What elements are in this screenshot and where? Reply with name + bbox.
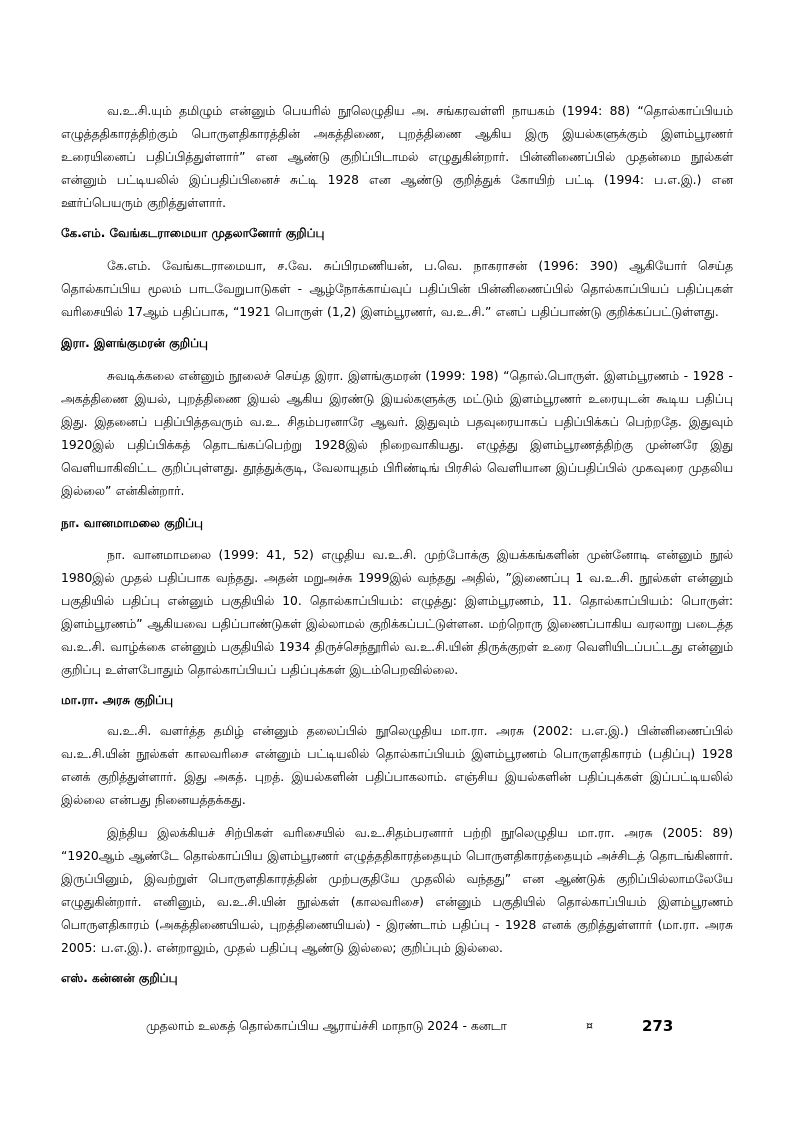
page-number: 273 (642, 1017, 674, 1035)
paragraph-ilangumaran: சுவடிக்கலை என்னும் நூலைச் செய்த இரா. இளங்குமரன் (1999: 198) “தொல்.பொருள். இளம்பூரணம் - 1928 - அகத்திணை இயல், புறத்திணை இயல் ஆகிய இரண்டு இயல்களுக்கு மட்டும் இளம்பூரணர் உரையுடன் கூடிய பதிப்பு இது. இதனைப் பதிப்பித்தவரும் வ.உ. சிதம்பரனாரே ஆவர். இதுவும் பதவுரையாகப் பதிப்பிக்கப் பெற்றதே. இதுவும் 1920இல் பதிப்பிக்கத் தொடங்கப்பெற்று 1928இல் நிறைவாகியது. எழுத்து இளம்பூரணத்திற்கு முன்னரே இது வெளியாகிவிட்ட குறிப்புள்ளது. தூத்துக்குடி, வேலாயுதம் பிரிண்டிங் பிரசில் வெளியான இப்பதிப்பில் முகவுரை முதலிய இல்லை” என்கின்றார். (61, 369, 733, 498)
paragraph-arasu-2005: இந்திய இலக்கியச் சிற்பிகள் வரிசையில் வ.உ.சிதம்பரனார் பற்றி நூலெழுதிய மா.ரா. அரசு (2005: 89) “1920ஆம் ஆண்டே தொல்காப்பிய இளம்பூரணர் எழுத்ததிகாரத்தையும் பொருளதிகாரத்தையும் அச்சிடத் தொடங்கினார். இருப்பினும், இவற்றுள் பொருளதிகாரத்தின் முற்பகுதியே முதலில் வந்தது” என ஆண்டுக் குறிப்பில்லாமலேயே எழுதுகின்றார். எனினும், வ.உ.சி.யின் நூல்கள் (காலவரிசை) என்னும் பகுதியில் தொல்காப்பியம் இளம்பூரணம் பொருளதிகாரம் (அகத்திணையியல், புறத்திணையியல்) - இரண்டாம் பதிப்பு - 1928 எனக் குறித்துள்ளார் (மா.ரா. அரசு 2005: ப.எ.இ.). என்றாலும், முதல் பதிப்பு ஆண்டு இல்லை; குறிப்பும் இல்லை. (61, 826, 733, 955)
paragraph-arasu-2002: வ.உ.சி. வளர்த்த தமிழ் என்னும் தலைப்பில் நூலெழுதிய மா.ரா. அரசு (2002: ப.எ.இ.) பின்னிணைப்பில் வ.உ.சி.யின் நூல்கள் காலவரிசை என்னும் பட்டியலில் தொல்காப்பியம் இளம்பூரணம் பொருளதிகாரம் (பதிப்பு) 1928 எனக் குறித்துள்ளார். இது அகத். புறத். இயல்களின் பதிப்பாகலாம். எஞ்சிய இயல்களின் பதிப்புக்கள் இப்பட்டியலில் இல்லை என்பது நினையத்தக்கது. (61, 724, 733, 807)
paragraph-vanamamalai: நா. வானமாமலை (1999: 41, 52) எழுதிய வ.உ.சி. முற்போக்கு இயக்கங்களின் முன்னோடி என்னும் நூல் 1980இல் முதல் பதிப்பாக வந்தது. அதன் மறுஅச்சு 1999இல் வந்தது அதில், ”இணைப்பு 1 வ.உ.சி. நூல்கள் என்னும் பகுதியில் பதிப்பு என்னும் பகுதியில் 10. தொல்காப்பியம்: எழுத்து: இளம்பூரணம், 11. தொல்காப்பியம்: பொருள்: இளம்பூரணம்” ஆகியவை பதிப்பாண்டுகள் இல்லாமல் குறிக்கப்பட்டுள்ளன. மற்றொரு இணைப்பாகிய வரலாறு படைத்த வ.உ.சி. வாழ்க்கை என்னும் பகுதியில் 1934 திருச்செந்தூரில் வ.உ.சி.யின் திருக்குறள் உரை வெளியிடப்பட்டது என்னும் குறிப்பு உள்ளபோதும் தொல்காப்பியப் பதிப்புக்கள் இடம்பெறவில்லை. (61, 548, 733, 677)
paragraph-venkatramaiya: கே.எம். வேங்கடராமையா, ச.வே. சுப்பிரமணியன், ப.வெ. நாகராசன் (1996: 390) ஆகியோர் செய்த தொல்காப்பிய மூலம் பாடவேறுபாடுகள் - ஆழ்நோக்காய்வுப் பதிப்பின் பின்னிணைப்பில் தொல்காப்பியப் பதிப்புகள் வரிசையில் 17ஆம் பதிப்பாக, “1921 பொருள் (1,2) இளம்பூரணர், வ.உ.சி.” எனப் பதிப்பாண்டு குறிக்கப்பட்டுள்ளது. (61, 259, 733, 319)
paragraph-sankaravalli: வ.உ.சி.யும் தமிழும் என்னும் பெயரில் நூலெழுதிய அ. சங்கரவள்ளி நாயகம் (1994: 88) “தொல்காப்பியம் எழுத்ததிகாரத்திற்கும் பொருளதிகாரத்தின் அகத்திணை, புறத்திணை ஆகிய இரு இயல்களுக்கும் இளம்பூரணர் உரையினைப் பதிப்பித்துள்ளார்” என ஆண்டு குறிப்பிடாமல் எழுதுகின்றார். பின்னிணைப்பில் முதன்மை நூல்கள் என்னும் பட்டியலில் இப்பதிப்பினைச் சுட்டி 1928 என ஆண்டு குறித்துக் கோயிற் பட்டி (1994: ப.எ.இ.) என ஊர்ப்பெயரும் குறித்துள்ளார். (61, 104, 733, 210)
heading-kannan: எஸ். கன்னன் குறிப்பு (61, 971, 178, 985)
heading-ilangumaran: இரா. இளங்குமரன் குறிப்பு (61, 336, 208, 350)
heading-venkatramaiya: கே.எம். வேங்கடராமையா முதலானோர் குறிப்பு (61, 226, 325, 240)
page-footer (146, 1017, 674, 1035)
footer-conference-title: முதலாம் உலகத் தொல்காப்பிய ஆராய்ச்சி மாநாடு 2024 - கனடா (146, 1019, 507, 1033)
heading-arasu: மா.ரா. அரசு குறிப்பு (61, 693, 174, 707)
page-body (61, 100, 733, 988)
heading-vanamamalai: நா. வானமாமலை குறிப்பு (61, 516, 203, 530)
footer-ornament: ¤ (586, 1019, 593, 1032)
